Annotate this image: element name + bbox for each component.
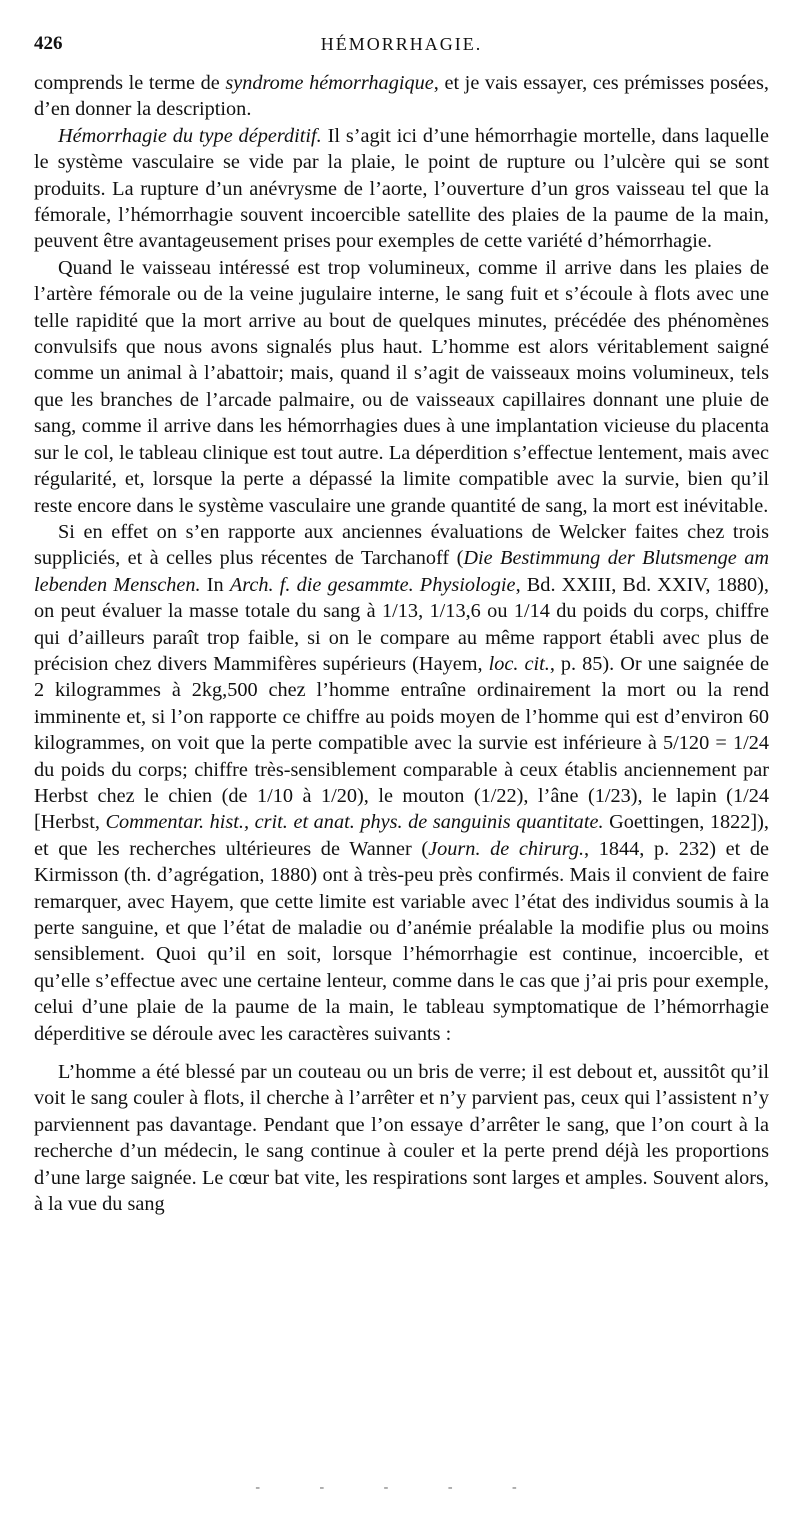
italic-text-run: Commentar. hist., crit. et anat. phys. de sanguinis quantitate. xyxy=(105,811,604,834)
page xyxy=(34,0,770,1216)
running-title: HÉMORRHAGIE. xyxy=(320,34,483,54)
text-run: , et je vais essayer, ces prémisses posées, d’en donner la description. xyxy=(34,72,769,121)
italic-text-run: loc. cit. xyxy=(488,652,550,675)
paragraph-vaisseau-volumineux xyxy=(34,255,769,519)
text-run: In xyxy=(200,573,230,596)
footer-marks: - - - - - xyxy=(255,1480,545,1495)
paragraph-evaluations-welcker xyxy=(34,519,769,1047)
text-run: , 1844, p. 232) et de Kirmisson (th. d’agrégation, 1880) ont à très-peu près confirmés. Mais il convient de faire remarquer, avec Hayem, que cette limite est variable avec l’état des individus soumis à la perte sanguine, et que l’état de maladie ou d’anémie préalable la modifie plus ou moins sensiblement. Quoi qu’il en soit, lorsque l’hémorrhagie est continue, incoercible, et qu’elle s’effectue avec une certaine lenteur, comme dans le cas que j’ai pris pour exemple, celui d’une plaie de la paume de la main, le tableau symptomatique de l’hémorrhagie déperditive se déroule avec les caractères suivants : xyxy=(34,837,769,1045)
italic-text-run: Hémorrhagie du type déperditif. xyxy=(58,124,322,147)
paragraph-continuation xyxy=(34,70,769,123)
paragraph-hemorrhagie-deperditif xyxy=(34,123,769,255)
text-run: L’homme a été blessé par un couteau ou un bris de verre; il est debout et, aussitôt qu’il voit le sang couler à flots, il cherche à l’arrêter et n’y parvient pas, ceux qui l’assistent n’y parviennent pas davantage. Pendant que l’on essaye d’arrêter le sang, que l’on court à la recherche d’un médecin, le sang continue à couler et la perte prend déjà les proportions d’une large saignée. Le cœur bat vite, les respirations sont larges et amples. Souvent alors, à la vue du sang xyxy=(34,1061,769,1216)
italic-text-run: Arch. f. die gesammte. Physiologie xyxy=(229,573,516,596)
italic-text-run: syndrome hémorrhagique xyxy=(225,72,434,94)
text-run: Goettingen, 1822]), et que les recherches ultérieures de Wanner ( xyxy=(34,811,769,860)
page-header xyxy=(34,0,769,54)
text-run: comprends le terme de xyxy=(34,72,226,94)
italic-text-run: Die Bestimmung der Blutsmenge am lebenden Menschen. xyxy=(34,547,770,596)
text-run: , p. 85). Or une saignée de 2 kilogrammes à 2kg,500 chez l’homme entraîne ordinairement la mort ou la rend imminente et, si l’on rapporte ce chiffre au poids moyen de l’homme qui est d’environ 60 kilogrammes, on voit que la perte compatible avec la survie est inférieure à 5/120 = 1/24 du poids du corps; chiffre très-sensiblement comparable à ceux établis anciennement par Herbst chez le chien (de 1/10 à 1/20), le mouton (1/22), l’âne (1/23), le lapin (1/24 [Herbst, xyxy=(34,652,770,834)
text-run: , Bd. XXIII, Bd. XXIV, 1880), on peut évaluer la masse totale du sang à 1/13, 1/13,6 ou 1/14 du poids du corps, chiffre qui d’ailleurs paraît trop faible, si on le compare au même rapport établi avec plus de précision chez divers Mammifères supérieurs (Hayem, xyxy=(34,573,769,675)
text-run: Quand le vaisseau intéressé est trop volumineux, comme il arrive dans les plaies de l’artère fémorale ou de la veine jugulaire interne, le sang fuit et s’écoule à flots avec une telle rapidité que la mort arrive au bout de quelques minutes, précédée des phénomènes convulsifs que nous avons signalés plus haut. L’homme est alors véritablement saigné comme un animal à l’abattoir; mais, quand il s’agit de vaisseaux moins volumineux, tels que les branches de l’arcade palmaire, ou de vaisseaux capillaires donnant une pluie de sang, comme il arrive dans les hémorrhagies dues à une implantation vicieuse du placenta sur le col, le tableau clinique est tout autre. La déperdition s’effectue lentement, mais avec régularité, et, lorsque la perte a dépassé la limite compatible avec la survie, bien qu’il reste encore dans le système vasculaire une grande quantité de sang, la mort est inévitable. xyxy=(34,256,769,517)
page-number: 426 xyxy=(34,33,63,54)
text-run: Si en effet on s’en rapporte aux anciennes évaluations de Welcker faites chez trois suppliciés, et à celles plus récentes de Tarchanoff ( xyxy=(34,520,769,570)
text-run: Il s’agit ici d’une hémorrhagie mortelle, dans laquelle le système vasculaire se vide par la plaie, le point de rupture ou l’ulcère qui se sont produits. La rupture d’un anévrysme de l’aorte, l’ouverture d’un gros vaisseau tel que la fémorale, l’hémorrhagie souvent incoercible satellite des plaies de la paume de la main, peuvent être avantageusement prises pour exemples de cette variété d’hémorrhagie. xyxy=(34,124,769,253)
paragraph-homme-blesse xyxy=(34,1059,769,1217)
italic-text-run: Journ. de chirurg. xyxy=(428,837,585,860)
body-text xyxy=(34,70,769,1217)
